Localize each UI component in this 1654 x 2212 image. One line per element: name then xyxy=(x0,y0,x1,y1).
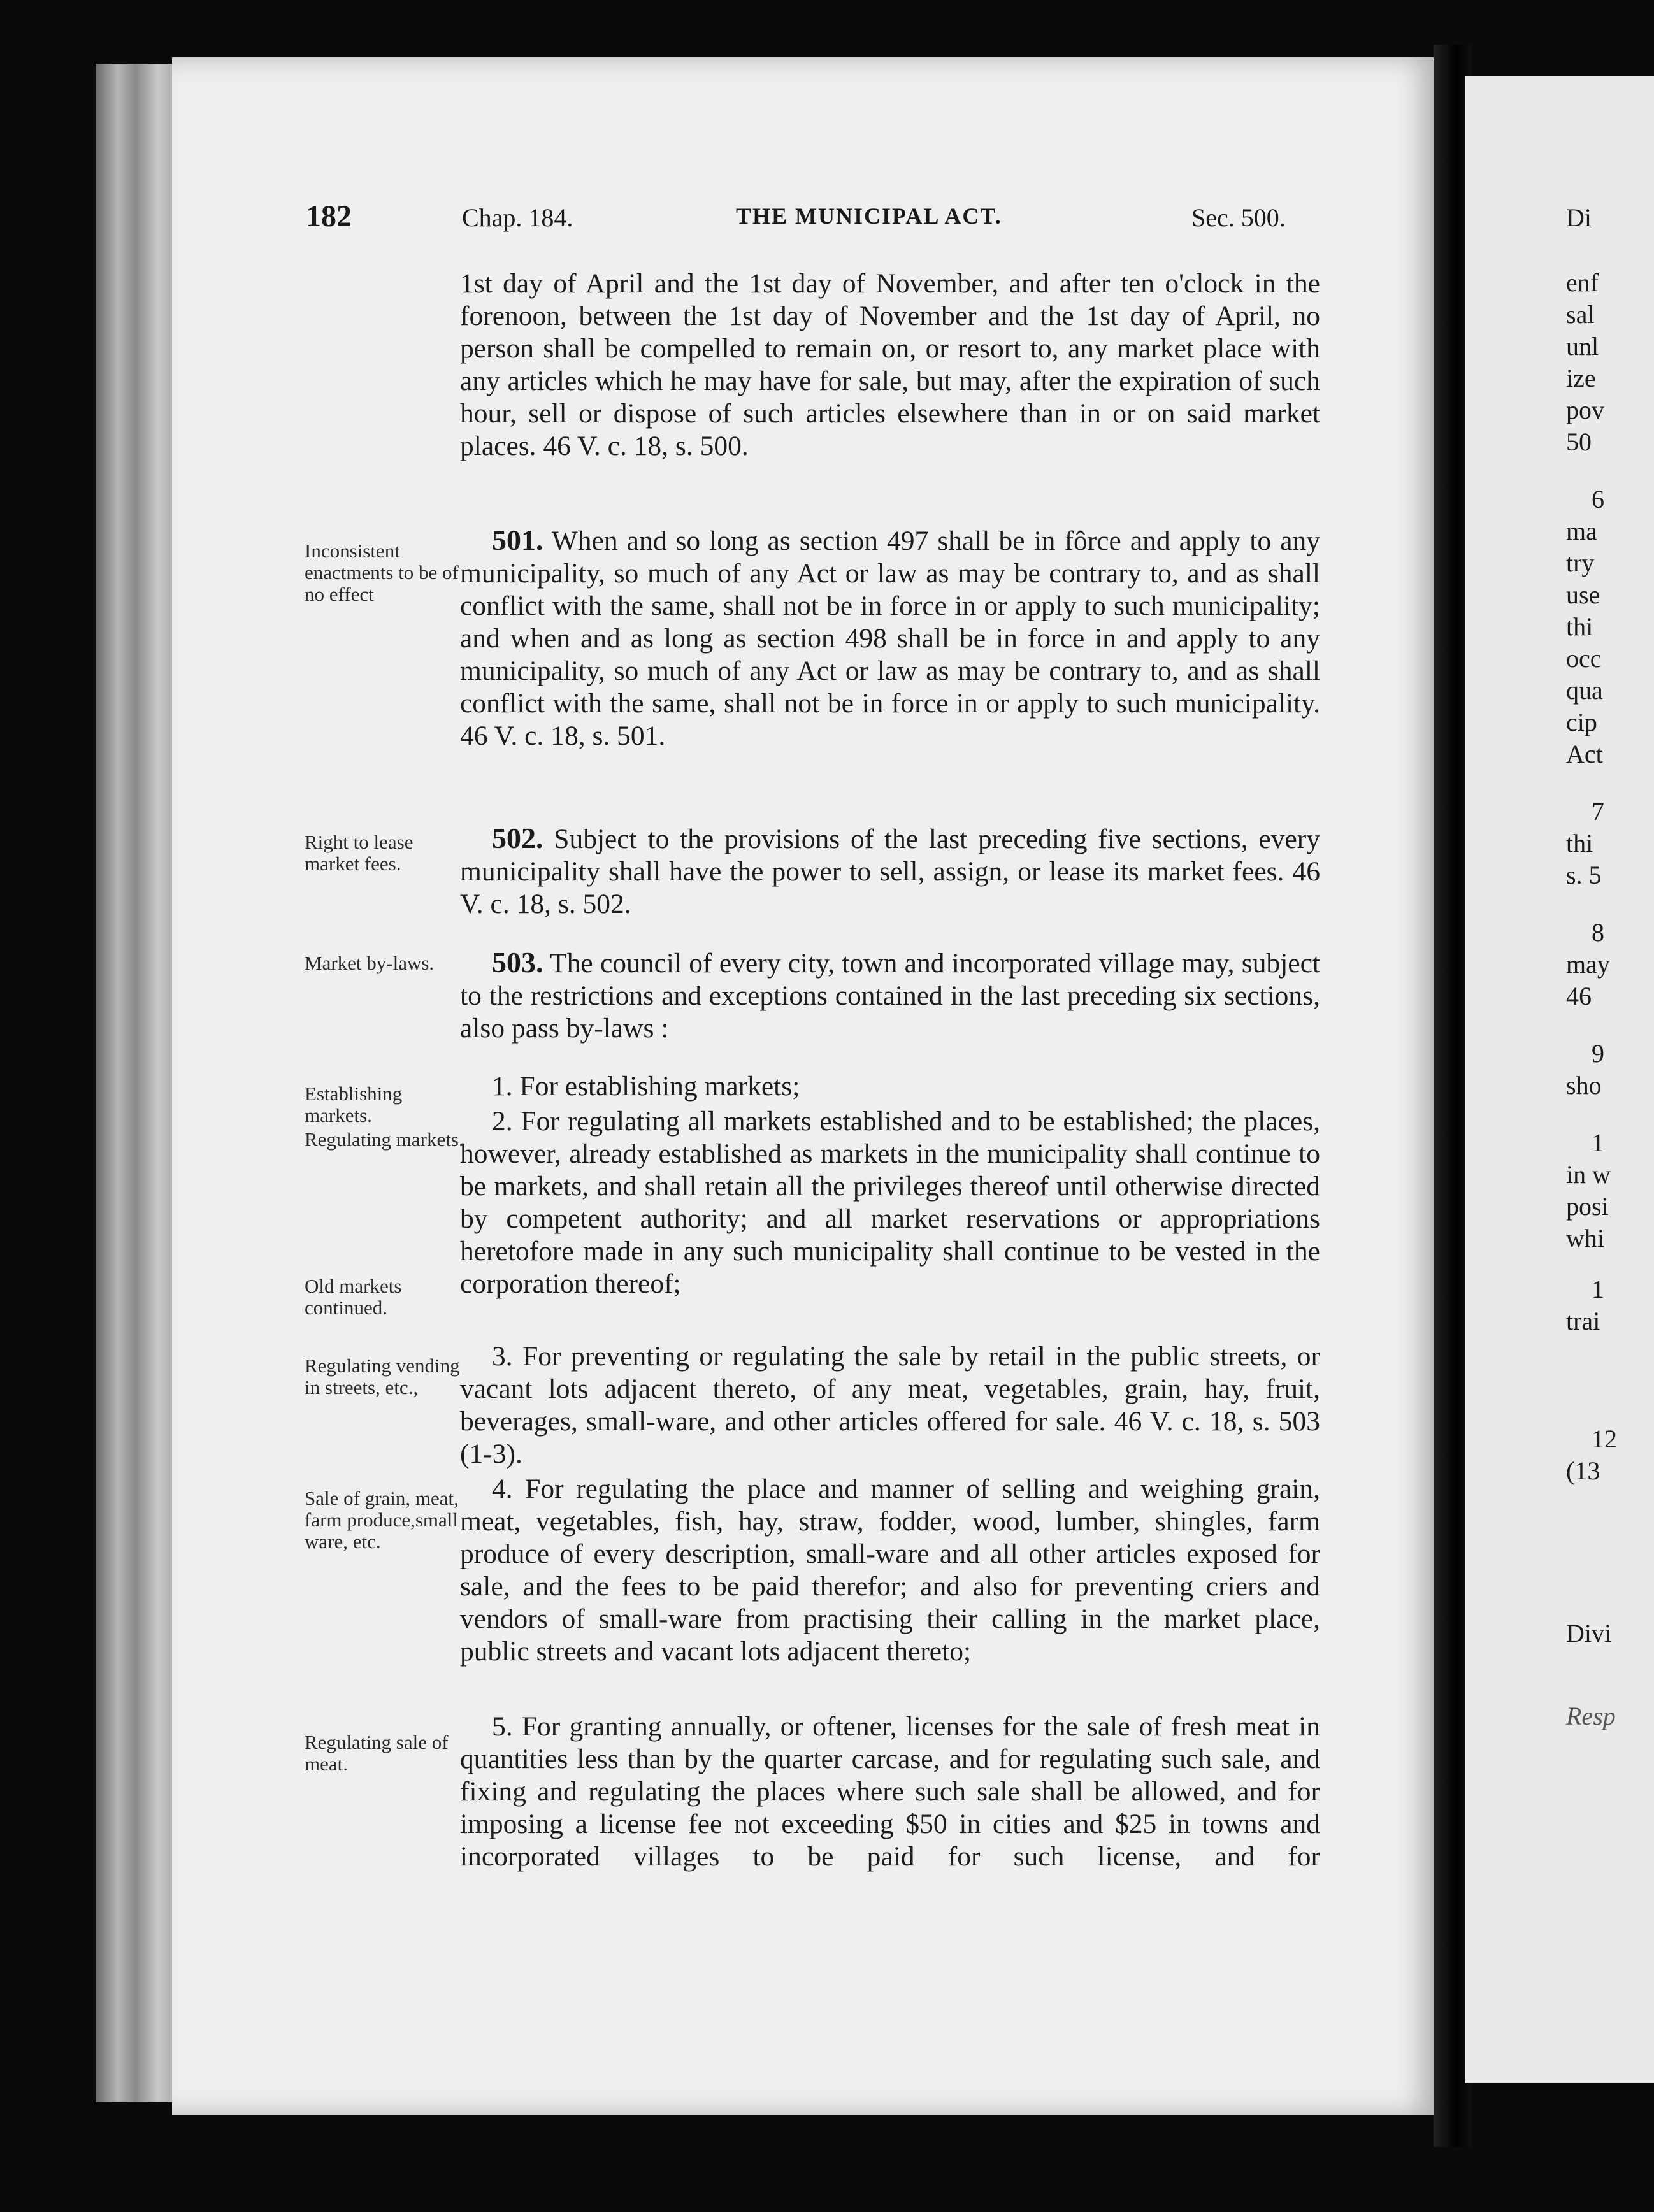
margin-note-regulating-vending: Regulating vending in streets, etc., xyxy=(305,1354,460,1398)
right-page-fragment: occ xyxy=(1566,644,1602,673)
paragraph-s500: 1st day of April and the 1st day of November, and after ten o'clock in the forenoon, between the 1st day of November and the 1st day of April, no person shall be compelled to remain on, or resort to, any market place with any articles which he may have for sale, but may, after the expiration of such hour, sell or dispose of such articles elsewhere than in or on said market places. 46 V. c. 18, s. 500. xyxy=(460,268,1320,461)
clause-1: 1. For establishing markets; xyxy=(492,1071,800,1102)
margin-note-market-bylaws: Market by-laws. xyxy=(305,952,435,974)
right-page-fragment: s. 5 xyxy=(1566,861,1602,889)
margin-note-inconsistent: Inconsistent enactments to be of no effect xyxy=(305,540,459,605)
right-page-fragment: trai xyxy=(1566,1307,1600,1335)
right-page-fragment: posi xyxy=(1566,1192,1609,1221)
margin-note-old-markets: Old markets continued. xyxy=(305,1275,402,1319)
clause-4: 4. For regulating the place and manner of selling and weighing grain, meat, vegetables, fish, hay, straw, fodder, wood, lumber, shingles, farm produce of every description, small-ware and all other articles exposed for sale, and the fees to be paid therefor; and also for preventing criers and vendors of small-ware from practising their calling in the market place, public streets and vacant lots adjacent thereto; xyxy=(460,1474,1320,1667)
clause-5: 5. For granting annually, or oftener, licenses for the sale of fresh meat in quantities less than by the quarter carcase, and for regulating such sale, and fixing and regulating the places where such sale shall be allowed, and for imposing a license fee not exceeding $50 in cities and $25 in towns and incorporated villages to be paid for such license, and for xyxy=(460,1711,1320,1872)
book-page-edges xyxy=(96,64,185,2102)
paragraph-s503-text: The council of every city, town and incorporated village may, subject to the restrictions and exceptions contained in the last preceding six sections, also pass by-laws : xyxy=(460,948,1321,1044)
paragraph-s502-text: Subject to the provisions of the last preceding five sections, every municipality shall have the power to sell, assign, or lease its market fees. 46 V. c. 18, s. 502. xyxy=(460,824,1320,919)
right-page-fragment: (13 xyxy=(1566,1456,1600,1485)
right-page-fragment: qua xyxy=(1566,676,1603,705)
chapter-label: Chap. 184. xyxy=(462,203,573,232)
right-page-fragment: try xyxy=(1566,549,1595,577)
clause-3: 3. For preventing or regulating the sale by retail in the public streets, or vacant lots adjacent thereto, of any meat, vegetables, grain, hay, fruit, beverages, small-ware, and other articles offered for sale. 46 V. c. 18, s. 503 (1-3). xyxy=(460,1341,1320,1469)
right-page-fragment: ize xyxy=(1566,364,1596,392)
running-header xyxy=(306,199,1312,241)
margin-note-regulating-markets: Regulating markets. xyxy=(305,1128,464,1151)
section-number-501: 501. xyxy=(492,524,543,556)
right-page-fragment: 8 xyxy=(1592,918,1604,947)
margin-note-right-to-lease: Right to lease market fees. xyxy=(305,831,414,875)
right-page-fragment: ma xyxy=(1566,517,1597,545)
right-page-fragment: 7 xyxy=(1592,797,1604,826)
right-page-fragment: 6 xyxy=(1592,485,1604,514)
right-page-fragment: Resp xyxy=(1566,1702,1616,1730)
right-page-fragment: 12 xyxy=(1592,1425,1617,1453)
right-page-fragment: Act xyxy=(1566,740,1603,768)
right-page-fragment: 1 xyxy=(1592,1275,1604,1304)
right-page-fragment: sal xyxy=(1566,300,1595,329)
section-number-502: 502. xyxy=(492,822,543,854)
right-page-fragment: cip xyxy=(1566,708,1597,736)
right-page-fragment: use xyxy=(1566,580,1600,609)
right-page-fragment: in w xyxy=(1566,1160,1611,1189)
right-page-fragment: 9 xyxy=(1592,1039,1604,1068)
right-page-fragment: pov xyxy=(1566,396,1604,424)
section-label: Sec. 500. xyxy=(1191,203,1286,232)
right-page-fragment: 1 xyxy=(1592,1128,1604,1157)
page-number: 182 xyxy=(306,199,352,233)
paragraph-s501 xyxy=(460,524,1320,752)
margin-note-sale-of-grain: Sale of grain, meat, farm produce,small ware, etc. xyxy=(305,1487,459,1553)
right-page-fragment: thi xyxy=(1566,612,1593,641)
section-number-503: 503. xyxy=(492,946,543,979)
right-page-fragment: Di xyxy=(1566,203,1592,232)
right-page-fragment: thi xyxy=(1566,829,1593,858)
margin-note-sale-of-meat: Regulating sale of meat. xyxy=(305,1731,449,1775)
right-page-fragment: whi xyxy=(1566,1224,1604,1253)
right-page-fragment: may xyxy=(1566,950,1610,979)
right-page-fragment: sho xyxy=(1566,1071,1602,1100)
right-page-fragment: 46 xyxy=(1566,982,1592,1010)
paragraph-s503 xyxy=(460,946,1320,1045)
right-page-fragment: enf xyxy=(1566,268,1599,297)
right-page-fragment: Divi xyxy=(1566,1619,1612,1648)
running-title: THE MUNICIPAL ACT. xyxy=(736,203,1002,229)
margin-note-establishing: Establishing markets. xyxy=(305,1082,403,1126)
clause-2: 2. For regulating all markets established and to be established; the places, however, already established as markets in the municipality shall continue to be markets, and shall retain all the privileges thereof until otherwise directed by competent authority; and all market reservations or appropriations heretofore made in any such municipality shall continue to be vested in the corporation thereof; xyxy=(460,1106,1320,1299)
right-page xyxy=(1465,76,1654,2083)
right-page-fragment: 50 xyxy=(1566,427,1592,456)
paragraph-s501-text: When and so long as section 497 shall be in fôrce and apply to any municipality, so much of any Act or law as may be contrary to, and as shall conflict with the same, shall not be in force in or apply to such municipality; and when and as long as section 498 shall be in force in and apply to any municipality, so much of any Act or law as may be contrary to, and as shall conflict with the same, shall not be in force in or apply to such municipality. 46 V. c. 18, s. 501. xyxy=(460,526,1320,751)
paragraph-s502 xyxy=(460,822,1320,921)
right-page-fragment: unl xyxy=(1566,332,1599,361)
